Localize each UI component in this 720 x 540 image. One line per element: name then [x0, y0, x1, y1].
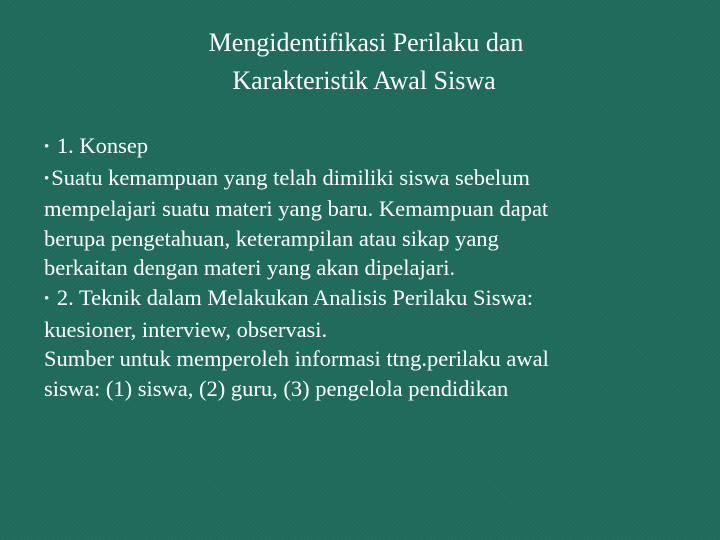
bullet-item-konsep	[44, 131, 700, 163]
body-line: kuesioner, interview, observasi.	[44, 316, 328, 342]
body-line: siswa: (1) siswa, (2) guru, (3) pengelola pendidikan	[44, 375, 509, 401]
body-line: berkaitan dengan materi yang akan dipelajari.	[44, 255, 456, 281]
body-line: berupa pengetahuan, keterampilan atau sikap yang	[44, 225, 499, 251]
slide-title	[0, 24, 720, 100]
slide-body	[44, 131, 700, 403]
body-line: mempelajari suatu materi yang baru. Kemampuan dapat	[44, 196, 549, 222]
title-line-2: Karakteristik Awal Siswa	[232, 66, 496, 95]
body-line: 1. Konsep	[56, 133, 149, 158]
body-line: Suatu kemampuan yang telah dimiliki siswa sebelum	[51, 164, 530, 190]
bullet-icon: •	[44, 139, 50, 155]
bullet-icon: •	[44, 290, 50, 307]
bullet-item-definition	[44, 163, 700, 195]
title-line-1: Mengidentifikasi Perilaku dan	[208, 28, 524, 57]
bullet-item-teknik	[44, 283, 700, 315]
body-line: 2. Teknik dalam Melakukan Analisis Perilaku Siswa:	[56, 284, 533, 310]
body-line: Sumber untuk memperoleh informasi ttng.perilaku awal	[44, 346, 549, 372]
bullet-icon: •	[44, 170, 50, 187]
